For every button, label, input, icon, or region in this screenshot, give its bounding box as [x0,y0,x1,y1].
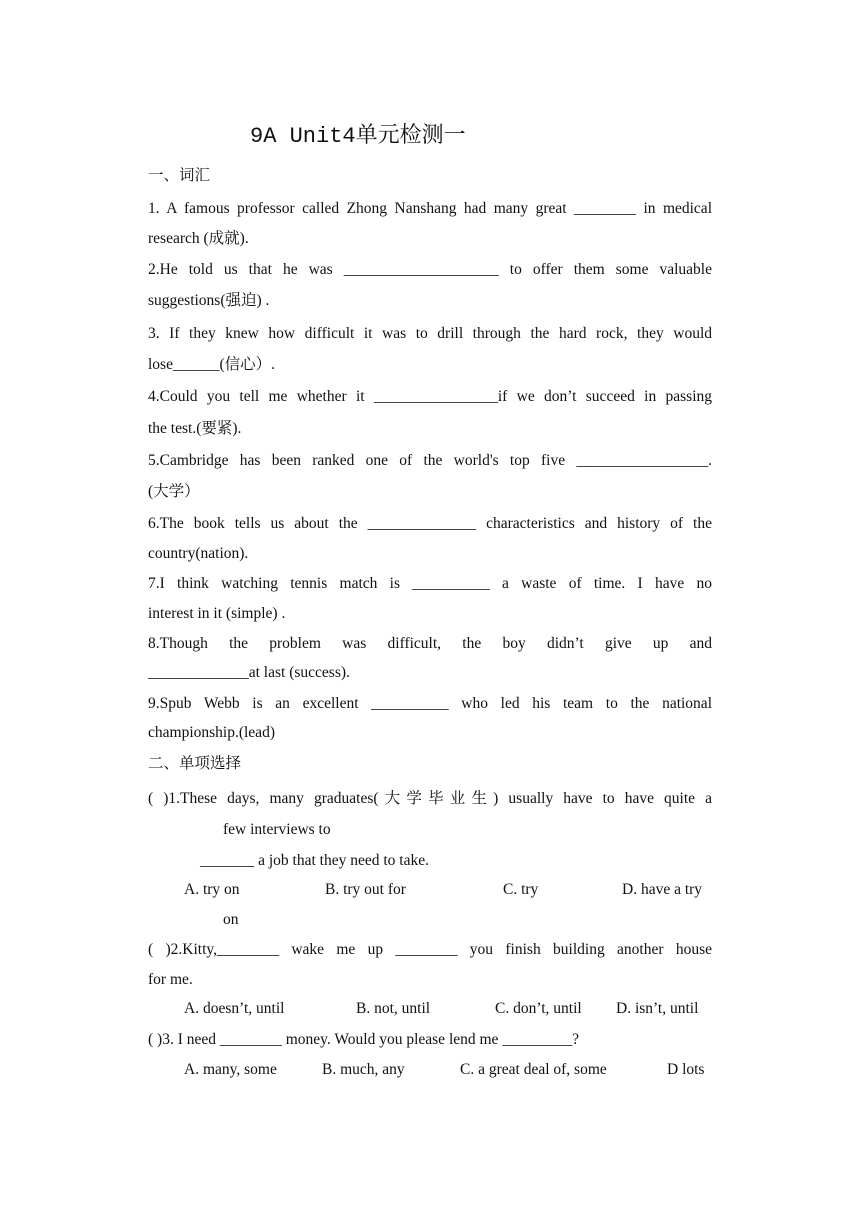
question-line: interest in it (simple) . [148,605,286,622]
question-line: 4.Could you tell me whether it ________________if we don’t succeed in passing [148,388,712,405]
question-line: country(nation). [148,545,249,562]
option-b: B. try out for [325,881,406,898]
option-d: D. isn’t, until [616,1000,699,1017]
question-line: _____________at last (success). [148,664,350,681]
question-line: few interviews to [223,821,331,838]
option-a: A. try on [184,881,240,898]
question-line: 9.Spub Webb is an excellent __________ who led his team to the national [148,695,712,712]
question-line: championship.(lead) [148,724,275,741]
question-line: 6.The book tells us about the ______________ characteristics and history of the [148,515,712,532]
option-d: D. have a try [622,881,703,898]
question-line: research (成就). [148,230,249,247]
option-a: A. doesn’t, until [184,1000,285,1017]
question-line: suggestions(强迫) . [148,292,270,309]
question-line: lose______(信心）. [148,356,276,373]
option-c: C. a great deal of, some [460,1061,607,1078]
option-b: B. not, until [356,1000,431,1017]
question-line: ( )2.Kitty,________ wake me up ________ you finish building another house [148,941,712,958]
option-a: A. many, some [184,1061,277,1078]
section-heading-multiple-choice: 二、单项选择 [148,755,242,772]
option-d-continued: on [223,911,239,928]
question-line: ( )1.These days, many graduates(大学毕业生) usually have to have quite a [148,790,712,807]
option-d: D lots [667,1061,705,1078]
question-line: 8.Though the problem was difficult, the boy didn’t give up and [148,635,712,652]
option-c: C. don’t, until [495,1000,582,1017]
question-line: 2.He told us that he was ____________________ to offer them some valuable [148,261,712,278]
question-line: the test.(要紧). [148,420,242,437]
option-b: B. much, any [322,1061,405,1078]
question-line: 7.I think watching tennis match is __________ a waste of time. I have no [148,575,712,592]
question-line: 3. If they knew how difficult it was to drill through the hard rock, they would [148,325,712,342]
question-line: 1. A famous professor called Zhong Nanshang had many great ________ in medical [148,200,712,217]
question-line: ( )3. I need ________ money. Would you please lend me _________? [148,1031,579,1048]
question-line: for me. [148,971,193,988]
question-line: (大学） [148,483,200,500]
section-heading-vocabulary: 一、词汇 [148,167,211,184]
question-line: 5.Cambridge has been ranked one of the world's top five _________________. [148,452,712,469]
option-c: C. try [503,881,539,898]
page-title: 9A Unit4单元检测一 [250,124,466,149]
question-line: _______ a job that they need to take. [200,852,429,869]
